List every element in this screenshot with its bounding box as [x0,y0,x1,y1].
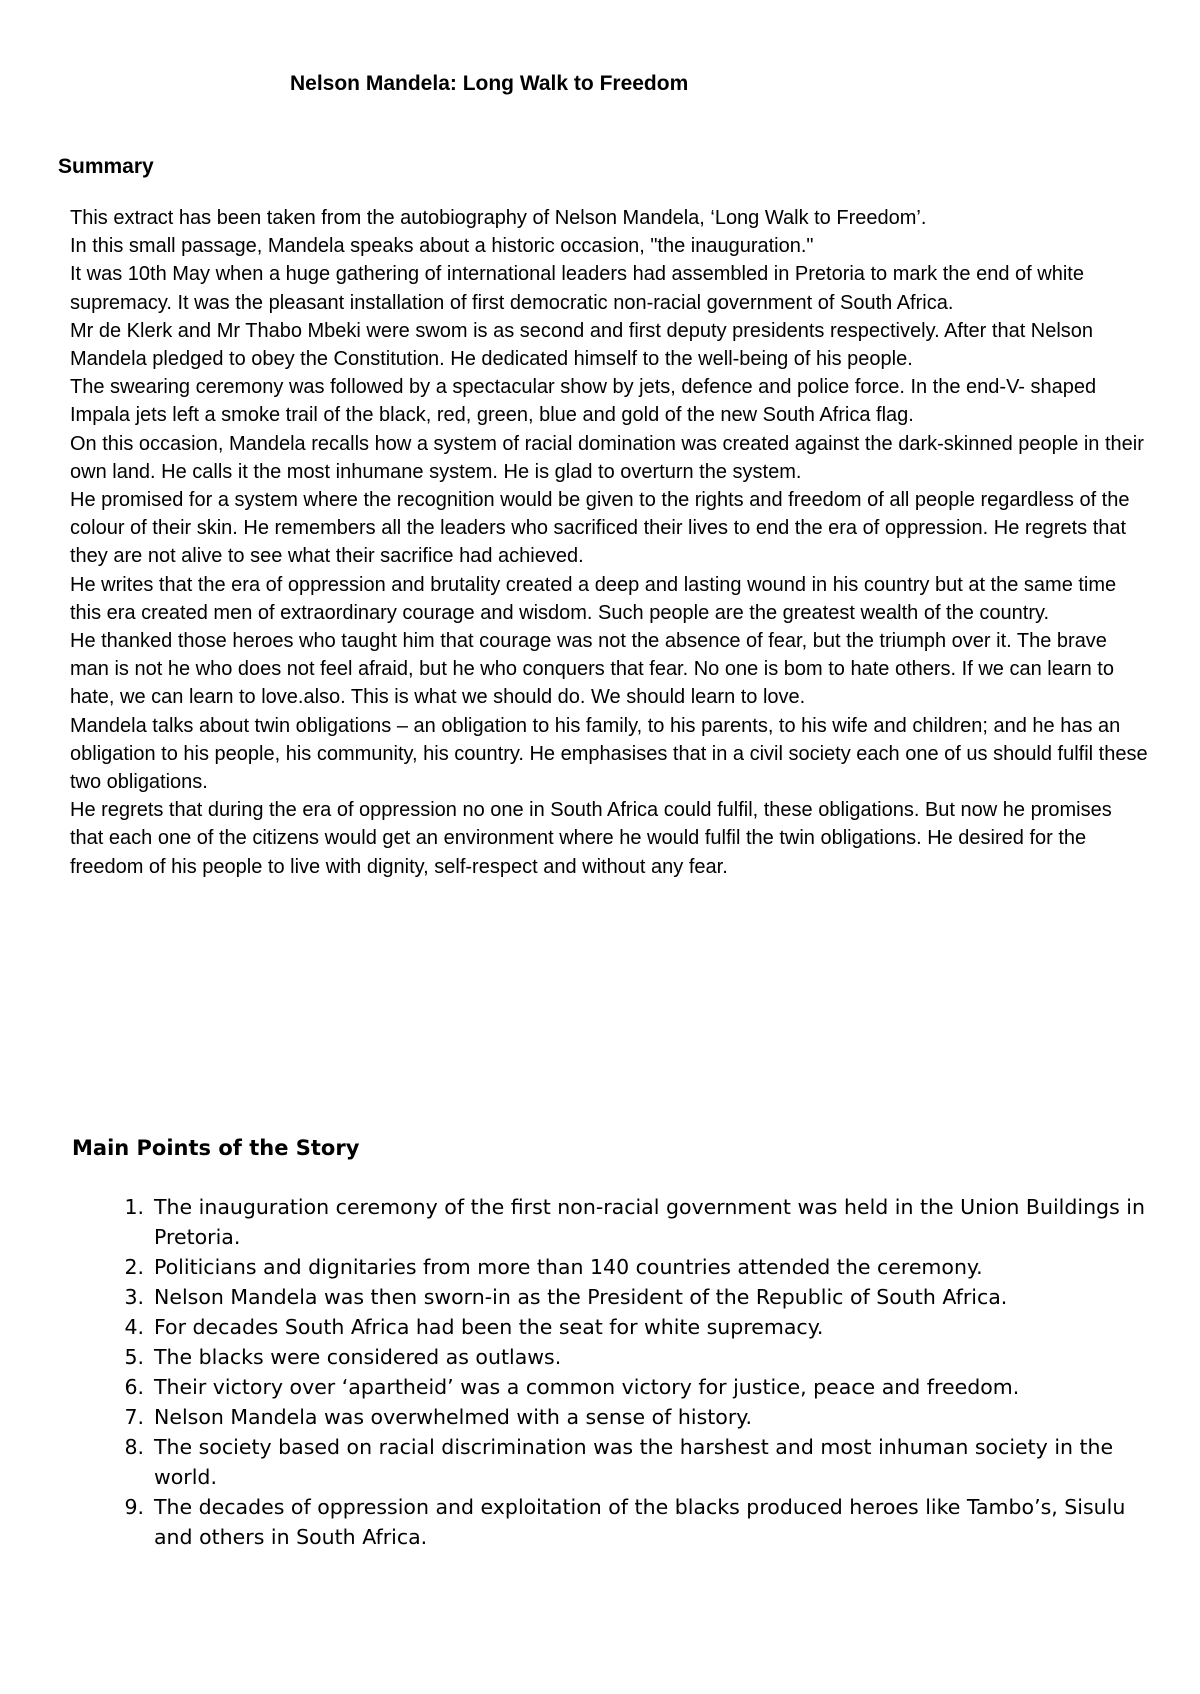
summary-paragraph: The swearing ceremony was followed by a spectacular show by jets, defence and police force. In the end-V- shaped Impala jets left a smoke trail of the black, red, green, blue and gold of the new South Africa flag. [70,376,1097,427]
list-item-text: Politicians and dignitaries from more than 140 countries attended the ceremony. [154,1255,983,1279]
summary-paragraph: Mandela talks about twin obligations – an obligation to his family, to his parents, to his wife and children; and he has an obligation to his people, his community, his country. He emphasises that in a civil society each one of us should fulfil these two obligations. [70,714,1148,794]
document-title: Nelson Mandela: Long Walk to Freedom [290,72,689,95]
list-item-number: 7. [124,1405,144,1429]
list-item-number: 9. [124,1495,144,1519]
list-item-number: 2. [124,1255,144,1279]
summary-heading: Summary [58,155,154,178]
list-item [100,1282,1160,1312]
summary-paragraph: He promised for a system where the recognition would be given to the rights and freedom of all people regardless of the colour of their skin. He remembers all the leaders who sacrificed their lives to end the era of oppression. He regrets that they are not alive to see what their sacrifice had achieved. [70,489,1130,568]
list-item-text: The inauguration ceremony of the first non-racial government was held in the Union Buildings in Pretoria. [154,1195,1145,1249]
list-item-number: 4. [124,1315,144,1339]
list-item [100,1192,1160,1252]
main-points-list [100,1192,1160,1552]
summary-paragraph: He thanked those heroes who taught him that courage was not the absence of fear, but the triumph over it. The brave man is not he who does not feel afraid, but he who conquers that fear. No one is bom to hate others. If we can learn to hate, we can learn to love.also. This is what we should do. We should learn to love. [70,630,1114,709]
summary-paragraph: He regrets that during the era of oppression no one in South Africa could fulfil, these obligations. But now he promises that each one of the citizens would get an environment where he would fulfil the twin obligations. He desired for the freedom of his people to live with dignity, self-respect and without any fear. [70,799,1112,878]
main-points-heading: Main Points of the Story [72,1136,360,1160]
list-item-number: 3. [124,1285,144,1309]
list-item [100,1432,1160,1492]
list-item [100,1312,1160,1342]
list-item-number: 6. [124,1375,144,1399]
list-item [100,1252,1160,1282]
summary-paragraph: In this small passage, Mandela speaks about a historic occasion, "the inauguration." [70,235,814,258]
list-item-number: 1. [124,1195,144,1219]
list-item [100,1342,1160,1372]
list-item [100,1492,1160,1552]
list-item-text: Nelson Mandela was overwhelmed with a sense of history. [154,1405,752,1429]
list-item-text: Their victory over ‘apartheid’ was a common victory for justice, peace and freedom. [154,1375,1020,1399]
list-item-text: Nelson Mandela was then sworn-in as the President of the Republic of South Africa. [154,1285,1008,1309]
list-item-text: The decades of oppression and exploitation of the blacks produced heroes like Tambo’s, Sisulu and others in South Africa. [154,1495,1126,1549]
list-item-text: For decades South Africa had been the seat for white supremacy. [154,1315,824,1339]
list-item-number: 8. [124,1435,144,1459]
list-item-number: 5. [124,1345,144,1369]
list-item-text: The blacks were considered as outlaws. [154,1345,562,1369]
summary-paragraph: He writes that the era of oppression and brutality created a deep and lasting wound in his country but at the same time this era created men of extraordinary courage and wisdom. Such people are the greatest wealth of the country. [70,573,1117,624]
summary-paragraph: This extract has been taken from the autobiography of Nelson Mandela, ‘Long Walk to Freedom’. [70,207,927,229]
summary-paragraph: It was 10th May when a huge gathering of international leaders had assembled in Pretoria to mark the end of white supremacy. It was the pleasant installation of first democratic non-racial government of South Africa. [70,263,1084,314]
summary-paragraph: Mr de Klerk and Mr Thabo Mbeki were swom is as second and first deputy presidents respectively. After that Nelson Mandela pledged to obey the Constitution. He dedicated himself to the well-being of his people. [70,319,1094,371]
list-item [100,1372,1160,1402]
summary-body [70,204,1150,881]
list-item-text: The society based on racial discrimination was the harshest and most inhuman society in the world. [154,1435,1114,1489]
summary-paragraph: On this occasion, Mandela recalls how a system of racial domination was created against the dark-skinned people in their own land. He calls it the most inhumane system. He is glad to overturn the system. [70,432,1144,483]
list-item [100,1402,1160,1432]
